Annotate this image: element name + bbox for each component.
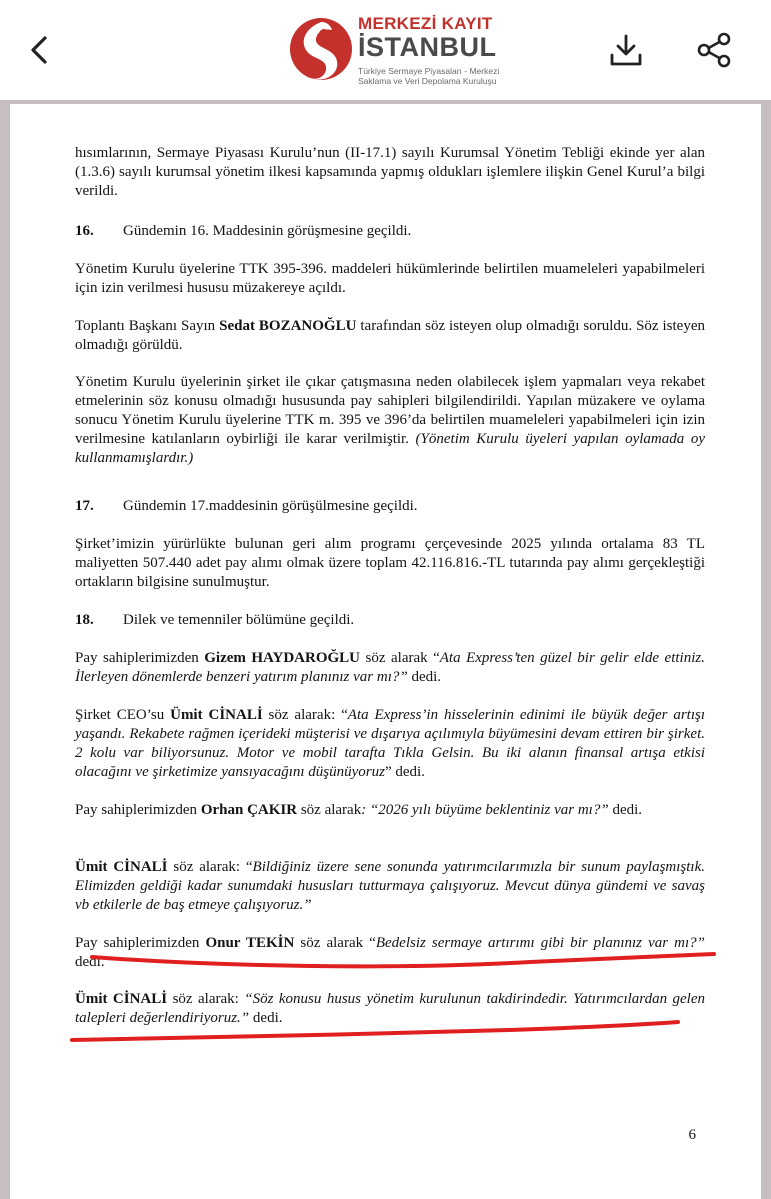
item-number: 16. <box>75 223 94 239</box>
item-text: Gündemin 17.maddesinin görüşülmesine geçildi. <box>123 498 418 514</box>
document-page[interactable] <box>10 104 761 1199</box>
page-number: 6 <box>688 1127 696 1143</box>
answer-umit-cinali-2 <box>75 858 705 915</box>
top-toolbar <box>0 0 771 100</box>
back-arrow-icon <box>27 35 53 65</box>
text-span: söz alarak: “ <box>262 707 348 723</box>
back-button[interactable] <box>18 28 62 72</box>
logo-line4: Saklama ve Veri Depolama Kuruluşu <box>358 76 497 86</box>
logo-tagline <box>358 66 499 86</box>
person-name: Ümit CİNALİ <box>170 707 263 723</box>
share-icon <box>696 32 732 68</box>
agenda-item-17 <box>75 497 705 516</box>
person-name: Ümit CİNALİ <box>75 859 168 875</box>
item-text: Dilek ve temenniler bölümüne geçildi. <box>123 612 355 628</box>
quote: “Söz konusu husus yönetim kurulunun takdirindedir. Yatırımcılardan gelen talepleri değerlendiriyoruz.” <box>75 991 706 1026</box>
person-name: Ümit CİNALİ <box>75 991 168 1007</box>
paragraph-cikar-catismasi <box>75 373 705 468</box>
person-name: Onur TEKİN <box>205 935 295 951</box>
merkezi-kayit-logo <box>286 12 500 90</box>
text-span: Pay sahiplerimizden <box>75 802 201 818</box>
paragraph-kurumsal-yonetim: hısımlarının, Sermaye Piyasası Kurulu’nun (II-17.1) sayılı Kurumsal Yönetim Tebliği ekinde yer alan (1.3.6) sayılı kurumsal yönetim ilkesi kapsamında yapmış oldukları işlemlere ilişkin Genel Kurul’a bilgi verildi. <box>75 145 705 199</box>
item-number: 18. <box>75 612 94 628</box>
text-span: söz alarak: “ <box>167 859 253 875</box>
text-span: dedi. <box>608 802 643 818</box>
person-name: Orhan ÇAKIR <box>200 802 298 818</box>
download-icon <box>609 33 643 67</box>
quote: Bildiğiniz üzere sene sonunda yatırımcılarımızla bir sunum paylaşmıştık. Elimizden geldiği kadar sunumdaki hususları tutturmaya çalışıyoruz. Mevcut dünya gündemi ve savaş vb etkilerle de baş etmeye çalışıyoruz.” <box>75 859 706 913</box>
text-span: söz alarak <box>297 802 362 818</box>
text-span: tarafından söz isteyen olup olmadığı soruldu. Söz isteyen olmadığı görüldü. <box>75 318 705 353</box>
logo-line3: Türkiye Sermaye Piyasaları - Merkezi <box>358 66 500 76</box>
logo-line1: MERKEZİ KAYIT <box>358 14 493 33</box>
quote: Bedelsiz sermaye artırımı gibi bir planınız var mı?” <box>375 935 705 951</box>
text-span: söz alarak “ <box>360 650 440 666</box>
quote: : “2026 yılı büyüme beklentiniz var mı?” <box>361 802 609 818</box>
text-span: ” dedi. <box>384 764 425 780</box>
agenda-item-18 <box>75 611 705 630</box>
quote: Ata Express’in hisselerinin edinimi ile büyük değer artışı yaşandı. Rekabete rağmen içerideki müşterisi ve dışarıya açılımıyla büyümesini devam ettiren bir şirket. 2 kolu var biliyorsunuz. Motor ve mobil tarafta Tıkla Gelsin. Bu iki alanın finansal artışa etkisi olacağını ve şirketimize yansıyacağını düşünüyoruz <box>75 707 706 780</box>
text-span: Pay sahiplerimizden <box>75 935 206 951</box>
answer-umit-cinali-1 <box>75 706 705 782</box>
person-name: Sedat BOZANOĞLU <box>219 318 357 334</box>
text-span: Şirket CEO’su <box>75 707 171 723</box>
answer-umit-cinali-3 <box>75 990 705 1028</box>
text-span: Pay sahiplerimizden <box>75 650 205 666</box>
agenda-item-16 <box>75 222 705 241</box>
question-orhan-cakir <box>75 801 705 820</box>
text-span: dedi. <box>407 669 442 685</box>
text-span: dedi. <box>75 954 105 970</box>
item-text: Gündemin 16. Maddesinin görüşmesine geçildi. <box>123 223 412 239</box>
share-button[interactable] <box>692 28 736 72</box>
italic-note: (Yönetim Kurulu üyeleri yapılan oylamada oy kullanmamışlardır.) <box>75 431 705 466</box>
logo-line2: İSTANBUL <box>358 32 497 62</box>
paragraph-toplanti-baskani <box>75 317 705 355</box>
question-gizem-haydaroglu <box>75 649 705 687</box>
mkk-logo-icon <box>286 14 356 84</box>
question-onur-tekin <box>75 934 705 972</box>
item-number: 17. <box>75 498 94 514</box>
paragraph-ttk-395: Yönetim Kurulu üyelerine TTK 395-396. maddeleri hükümlerinde belirtilen muameleleri yapabilmeleri için izin verilmesi hususu müzakereye açıldı. <box>75 261 705 296</box>
text-span: dedi. <box>249 1010 283 1026</box>
download-button[interactable] <box>604 28 648 72</box>
quote: Ata Express’ten güzel bir gelir elde ettiniz. İlerleyen dönemlerde benzeri yatırım planınız var mı?” <box>75 650 705 685</box>
person-name: Gizem HAYDAROĞLU <box>204 650 361 666</box>
text-span: söz alarak “ <box>294 935 376 951</box>
paragraph-geri-alim: Şirket’imizin yürürlükte bulunan geri alım programı çerçevesinde 2025 yılında ortalama 83 TL maliyetten 507.440 adet pay alımı olmak üzere toplam 42.116.816.-TL tutarında pay alımı gerçekleştiği ortakların bilgisine sunulmuştur. <box>75 536 705 590</box>
text-span: Yönetim Kurulu üyelerinin şirket ile çıkar çatışmasına neden olabilecek işlem yapmaları veya rekabet etmelerinin söz konusu olmadığı hususunda pay sahipleri bilgilendirildi. Yapılan müzakere ve oylama sonucu Yönetim Kurulu üyelerine TTK m. 395 ve 396’da belirtilen muameleleri yapabilmeleri için izin verilmesine katılanların oybirliği ile karar verilmiştir. <box>75 374 705 447</box>
text-span: Toplantı Başkanı Sayın <box>75 318 220 334</box>
text-span: söz alarak: <box>167 991 245 1007</box>
